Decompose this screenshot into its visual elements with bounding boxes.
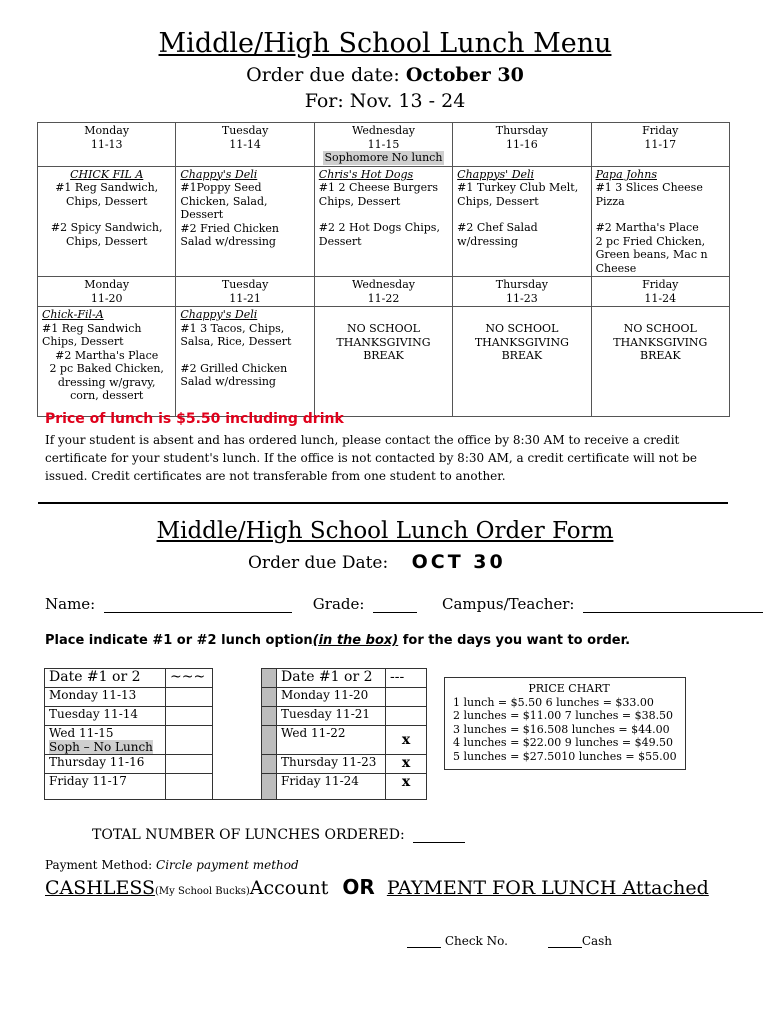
menu-cell-wed: NO SCHOOL THANKSGIVING BREAK xyxy=(314,307,452,417)
total-label: TOTAL NUMBER OF LUNCHES ORDERED: xyxy=(92,827,405,843)
menu-cell-thu: NO SCHOOL THANKSGIVING BREAK xyxy=(453,307,591,417)
payment-hint: Circle payment method xyxy=(156,858,299,872)
order-due-value: October 30 xyxy=(405,64,524,86)
option-box[interactable] xyxy=(166,774,213,800)
week2-menu-row xyxy=(38,307,730,417)
menu-cell-fri: Papa Johns #1 3 Slices Cheese Pizza #2 Martha's Place 2 pc Fried Chicken, Green beans, Mac n Cheese xyxy=(591,166,729,277)
menu-cell-tue: Chappy's Deli #1Poppy Seed Chicken, Salad, Dessert #2 Fried Chicken Salad w/dressing xyxy=(176,166,314,277)
campus-teacher-label: Campus/Teacher: xyxy=(442,595,575,613)
or-separator: OR xyxy=(342,875,375,899)
option-box[interactable] xyxy=(166,726,213,755)
day-header: Thursday 11-16 xyxy=(453,123,591,167)
grade-label: Grade: xyxy=(312,595,365,613)
col-header: Date #1 or 2 xyxy=(277,669,386,688)
spacer-cell xyxy=(213,669,262,688)
order-instructions: Place indicate #1 or #2 lunch option(in the box) for the days you want to order. xyxy=(45,633,631,648)
total-field[interactable] xyxy=(413,826,465,843)
menu-cell-mon: CHICK FIL A #1 Reg Sandwich, Chips, Dessert #2 Spicy Sandwich, Chips, Dessert xyxy=(38,166,176,277)
price-chart-line: 5 lunches = $27.5010 lunches = $55.00 xyxy=(453,749,677,763)
col-header: Date #1 or 2 xyxy=(45,669,166,688)
menu-date-range: For: Nov. 13 - 24 xyxy=(304,90,466,112)
col-header: --- xyxy=(386,669,427,688)
order-row: Thursday 11-16 Thursday 11-23 x xyxy=(45,755,427,774)
payment-attached-option[interactable]: PAYMENT FOR LUNCH Attached xyxy=(386,877,709,899)
week1-menu-row xyxy=(38,166,730,277)
gray-divider xyxy=(262,669,277,688)
day-header: Monday 11-20 xyxy=(38,277,176,307)
total-lunches xyxy=(92,826,465,843)
form-due-value: OCT 30 xyxy=(411,551,506,573)
price-chart-line: 4 lunches = $22.00 9 lunches = $49.50 xyxy=(453,736,674,749)
student-info-row xyxy=(45,594,763,613)
section-divider xyxy=(38,502,728,504)
option-box[interactable] xyxy=(166,755,213,774)
cash-label: Cash xyxy=(581,934,613,948)
day-header: Friday 11-24 xyxy=(591,277,729,307)
form-title: Middle/High School Lunch Order Form xyxy=(156,518,614,544)
week2-day-header-row xyxy=(38,277,730,307)
order-row: Monday 11-13 Monday 11-20 xyxy=(45,688,427,707)
name-field[interactable] xyxy=(104,594,292,613)
order-row: Tuesday 11-14 Tuesday 11-21 xyxy=(45,707,427,726)
name-label: Name: xyxy=(45,595,96,613)
payment-options xyxy=(45,875,709,899)
lunch-menu-table xyxy=(37,122,730,417)
day-header: Monday 11-13 xyxy=(38,123,176,167)
order-table xyxy=(44,668,427,800)
option-box[interactable] xyxy=(386,707,427,726)
menu-cell-fri: NO SCHOOL THANKSGIVING BREAK xyxy=(591,307,729,417)
menu-cell-tue: Chappy's Deli #1 3 Tacos, Chips, Salsa, Rice, Dessert #2 Grilled Chicken Salad w/dressing xyxy=(176,307,314,417)
price-chart xyxy=(444,677,686,770)
option-box[interactable]: x xyxy=(386,726,427,755)
sophomore-note: Soph – No Lunch xyxy=(49,740,153,754)
form-due-label: Order due Date: xyxy=(248,553,389,573)
page-title: Middle/High School Lunch Menu xyxy=(158,28,612,59)
day-header: Friday 11-17 xyxy=(591,123,729,167)
sophomore-note: Sophomore No lunch xyxy=(324,151,443,164)
grade-field[interactable] xyxy=(373,594,417,613)
menu-cell-mon: Chick-Fil-A #1 Reg Sandwich Chips, Dessert #2 Martha's Place 2 pc Baked Chicken, dressing w/gravy, corn, dessert xyxy=(38,307,176,417)
col-header: ~~~ xyxy=(166,669,213,688)
payment-label: Payment Method: xyxy=(45,858,153,872)
check-label: Check No. xyxy=(444,934,508,948)
option-box[interactable]: x xyxy=(386,774,427,800)
account-label: Account xyxy=(249,877,329,899)
option-box[interactable] xyxy=(386,688,427,707)
price-chart-line: 2 lunches = $11.00 7 lunches = $38.50 xyxy=(453,709,674,722)
check-cash-row xyxy=(407,933,612,948)
day-header: Tuesday 11-14 xyxy=(176,123,314,167)
check-field[interactable] xyxy=(407,933,441,948)
order-due-label: Order due date: xyxy=(246,64,400,86)
payment-method xyxy=(45,858,299,872)
menu-cell-thu: Chappys' Deli #1 Turkey Club Melt, Chips, Dessert #2 Chef Salad w/dressing xyxy=(453,166,591,277)
price-chart-line: 1 lunch = $5.50 6 lunches = $33.00 xyxy=(453,695,654,709)
day-header: Wednesday 11-22 xyxy=(314,277,452,307)
day-header: Tuesday 11-21 xyxy=(176,277,314,307)
menu-cell-wed: Chris's Hot Dogs #1 2 Cheese Burgers Chips, Dessert #2 2 Hot Dogs Chips, Dessert xyxy=(314,166,452,277)
day-header: Wednesday 11-15 Sophomore No lunch xyxy=(314,123,452,167)
campus-teacher-field[interactable] xyxy=(583,594,763,613)
cashless-option[interactable]: CASHLESS xyxy=(45,877,156,899)
option-box[interactable] xyxy=(166,688,213,707)
cash-field[interactable] xyxy=(548,933,582,948)
option-box[interactable] xyxy=(166,707,213,726)
order-row: Friday 11-17 Friday 11-24 x xyxy=(45,774,427,800)
cashless-note: (My School Bucks) xyxy=(155,886,250,897)
price-note: Price of lunch is $5.50 including drink xyxy=(45,411,344,427)
option-box[interactable]: x xyxy=(386,755,427,774)
form-due-date xyxy=(248,551,506,573)
price-chart-line: 3 lunches = $16.508 lunches = $44.00 xyxy=(453,722,670,736)
week1-day-header-row xyxy=(38,123,730,167)
order-row: Wed 11-15 Soph – No Lunch Wed 11-22 x xyxy=(45,726,427,755)
order-due-date xyxy=(0,64,770,86)
day-header: Thursday 11-23 xyxy=(453,277,591,307)
order-table-header xyxy=(45,669,427,688)
absent-policy: If your student is absent and has ordered lunch, please contact the office by 8:30 AM to receive a credit certificate for your student's lunch. If the office is not contacted by 8:30 AM, a credit certificate will not be issued. Credit certificates are not transferable from one student to another. xyxy=(45,433,698,483)
price-chart-title: PRICE CHART xyxy=(528,682,610,695)
